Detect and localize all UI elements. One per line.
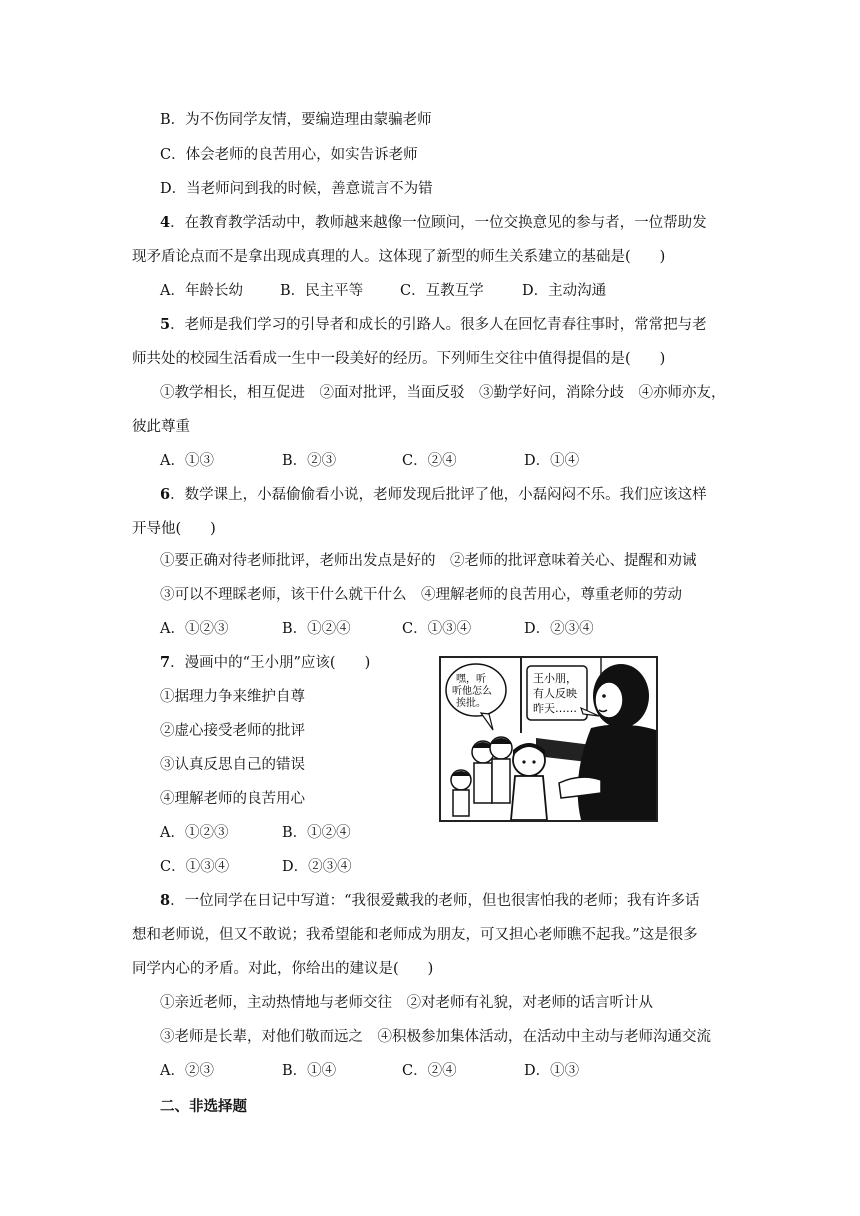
teacher-bubble-line1: 王小朋， xyxy=(533,672,577,685)
q6-stem-line2: 开导他( ) xyxy=(132,521,216,537)
teacher-bubble-line2: 有人反映 xyxy=(533,687,577,700)
q4-option-b: B．民主平等 xyxy=(280,283,364,299)
q4-stem-line1 xyxy=(160,213,707,233)
q6-items-line2: ③可以不理睬老师，该干什么就干什么 ④理解老师的良苦用心，尊重老师的劳动 xyxy=(160,587,682,603)
q8-stem-text1: ．一位同学在日记中写道：“我很爱戴我的老师，但也很害怕我的老师；我有许多话 xyxy=(170,893,700,909)
student-bubble-line1: 嘿，听 xyxy=(456,674,486,685)
q3-option-b: B．为不伤同学友情，要编造理由蒙骗老师 xyxy=(160,112,432,128)
q5-stem-line1 xyxy=(160,315,707,335)
comic-illustration xyxy=(439,656,658,822)
q7-option-d: D．②③④ xyxy=(282,859,352,875)
q4-option-c: C．互教互学 xyxy=(400,283,484,299)
q5-items-line1: ①教学相长，相互促进 ②面对批评，当面反驳 ③勤学好问，消除分歧 ④亦师亦友， xyxy=(160,385,726,401)
q5-option-c: C．②④ xyxy=(402,453,457,469)
q7-stem-text: ．漫画中的“王小朋”应该( ) xyxy=(170,655,371,671)
student-bubble-line2: 听他怎么 xyxy=(452,686,492,697)
q7-item-3: ③认真反思自己的错误 xyxy=(160,757,305,773)
q7-option-a: A．①②③ xyxy=(160,825,229,841)
q6-items-line1: ①要正确对待老师批评，老师出发点是好的 ②老师的批评意味着关心、提醒和劝诫 xyxy=(160,553,697,569)
q7-item-4: ④理解老师的良苦用心 xyxy=(160,791,305,807)
q6-option-c: C．①③④ xyxy=(402,621,472,637)
q3-option-d: D．当老师问到我的时候，善意谎言不为错 xyxy=(160,181,433,197)
q8-option-b: B．①④ xyxy=(282,1063,337,1079)
q7-item-2: ②虚心接受老师的批评 xyxy=(160,723,305,739)
q3-option-c: C．体会老师的良苦用心，如实告诉老师 xyxy=(160,147,418,163)
q7-number: 7 xyxy=(160,654,171,671)
q5-option-b: B．②③ xyxy=(282,453,337,469)
q5-stem-line2: 师共处的校园生活看成一生中一段美好的经历。下列师生交往中值得提倡的是( ) xyxy=(132,351,666,367)
q7-option-c: C．①③④ xyxy=(160,859,230,875)
q6-option-d: D．②③④ xyxy=(524,621,594,637)
q8-items-line1: ①亲近老师，主动热情地与老师交往 ②对老师有礼貌，对老师的话言听计从 xyxy=(160,995,653,1011)
q4-stem-text1: ．在教育教学活动中，教师越来越像一位顾问，一位交换意见的参与者，一位帮助发 xyxy=(170,215,707,231)
q4-number: 4 xyxy=(160,214,171,231)
q8-number: 8 xyxy=(160,892,171,909)
q4-option-a: A．年龄长幼 xyxy=(160,283,243,299)
q5-option-a: A．①③ xyxy=(160,453,214,469)
q6-option-b: B．①②④ xyxy=(282,621,351,637)
q4-stem-line2: 现矛盾论点而不是拿出现成真理的人。这体现了新型的师生关系建立的基础是( ) xyxy=(132,249,666,265)
q8-stem-line3: 同学内心的矛盾。对此，你给出的建议是( ) xyxy=(132,961,434,977)
q6-number: 6 xyxy=(160,486,171,503)
q8-stem-line1 xyxy=(160,891,700,911)
q7-item-1: ①据理力争来维护自尊 xyxy=(160,689,305,705)
q8-option-a: A．②③ xyxy=(160,1063,214,1079)
q7-stem xyxy=(160,653,370,673)
q8-option-c: C．②④ xyxy=(402,1063,457,1079)
comic-drawing xyxy=(441,658,656,820)
q5-option-d: D．①④ xyxy=(524,453,580,469)
teacher-bubble-line3: 昨天…… xyxy=(533,702,577,715)
q6-option-a: A．①②③ xyxy=(160,621,229,637)
q6-stem-line1 xyxy=(160,485,707,505)
q8-option-d: D．①③ xyxy=(524,1063,580,1079)
section-heading-non-choice: 二、非选择题 xyxy=(160,1099,247,1115)
q4-option-d: D．主动沟通 xyxy=(522,283,607,299)
q6-stem-text1: ．数学课上，小磊偷偷看小说，老师发现后批评了他，小磊闷闷不乐。我们应该这样 xyxy=(170,487,707,503)
q8-stem-line2: 想和老师说，但又不敢说；我希望能和老师成为朋友，可又担心老师瞧不起我。”这是很多 xyxy=(132,927,698,943)
q5-stem-text1: ．老师是我们学习的引导者和成长的引路人。很多人在回忆青春往事时，常常把与老 xyxy=(170,317,707,333)
q5-number: 5 xyxy=(160,316,171,333)
student-bubble-line3: 挨批。 xyxy=(456,698,486,709)
q7-option-b: B．①②④ xyxy=(282,825,351,841)
q5-items-line2: 彼此尊重 xyxy=(132,419,190,435)
q8-items-line2: ③老师是长辈，对他们敬而远之 ④积极参加集体活动，在活动中主动与老师沟通交流 xyxy=(160,1029,711,1045)
